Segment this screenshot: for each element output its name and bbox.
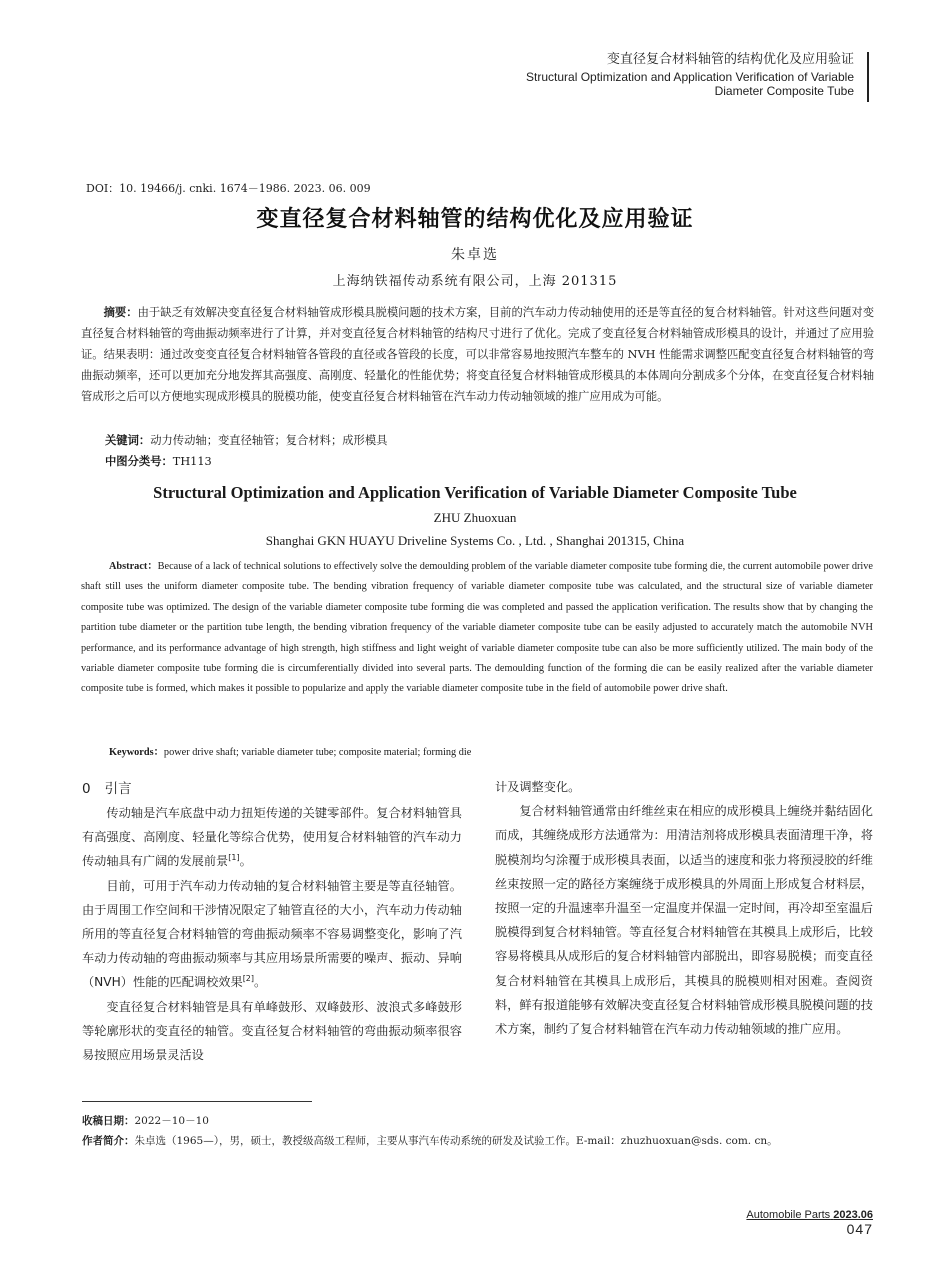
paper-title-en: Structural Optimization and Application Verification of Variable Diameter Composite Tube	[153, 483, 797, 502]
abstract-zh-label: 摘要：	[103, 306, 138, 319]
author-bio-text: 朱卓选（1965—），男，硕士，教授级高级工程师，主要从事汽车传动系统的研发及试验工作。E-mail：zhuzhuoxuan@sds. com. cn。	[134, 1135, 778, 1147]
running-header-bar	[867, 52, 869, 102]
paragraph-3-continued: 计及调整变化。	[495, 780, 581, 794]
classification-zh-text: TH113	[172, 455, 212, 468]
running-header	[526, 50, 854, 98]
affiliation-zh: 上海纳铁福传动系统有限公司，上海 201315	[332, 274, 618, 289]
keywords-en	[109, 743, 471, 758]
footer-journal	[746, 1209, 873, 1221]
paragraph-4: 复合材料轴管通常由纤维丝束在相应的成形模具上缠绕并黏结固化而成，其缠绕成形方法通常为：用清洁剂将成形模具表面清理干净，将脱模剂均匀涂覆于成形模具表面，以适当的速度和张力将预浸胶的纤维丝束按照一定的路径方案缠绕于成形模具的外周面上形成复合材料层，按照一定的升温速率升温至一定温度并保温一定时间，再冷却至室温后脱模得到复合材料轴管。等直径复合材料轴管在其模具上成形后，比较容易将模具从成形后的复合材料轴管内部脱出，即容易脱模；而变直径复合材料轴管在其模具上成形后，其模具的脱模则相对困难。查阅资料，鲜有报道能够有效解决变直径复合材料轴管成形模具脱模问题的技术方案，制约了复合材料轴管在汽车动力传动轴领域的推广应用。	[495, 804, 873, 1037]
classification-zh-label: 中图分类号：	[105, 455, 173, 468]
abstract-en	[81, 557, 873, 700]
footnote-divider	[82, 1101, 312, 1102]
keywords-en-label: Keywords：	[109, 747, 164, 758]
doi: DOI：10. 19466/j. cnki. 1674－1986. 2023. 06. 009	[86, 182, 371, 195]
paragraph-1-text: 传动轴是汽车底盘中动力扭矩传递的关键零部件。复合材料轴管具有高强度、高刚度、轻量化等综合优势，使用复合材料轴管的汽车动力传动轴具有广阔的发展前景	[82, 806, 462, 869]
page-number: 047	[846, 1221, 873, 1237]
body-column-left	[82, 777, 462, 1067]
received-date: 2022－10－10	[134, 1115, 209, 1127]
page-footer	[746, 1209, 873, 1237]
keywords-zh-text: 动力传动轴；变直径轴管；复合材料；成形模具	[150, 434, 388, 447]
paragraph-2-text: 目前，可用于汽车动力传动轴的复合材料轴管主要是等直径轴管。由于周围工作空间和干涉情况限定了轴管直径的大小，汽车动力传动轴所用的等直径复合材料轴管的弯曲振动频率不容易调整变化，影响了汽车动力传动轴的弯曲振动频率与其应用场景所需要的噪声、振动、异响（NVH）性能的匹配调校效果	[82, 878, 462, 990]
section-title: 引言	[104, 781, 132, 797]
footnote-author	[82, 1131, 874, 1152]
author-en: ZHU Zhuoxuan	[433, 510, 517, 525]
body-column-right	[495, 775, 873, 1041]
abstract-zh-text: 由于缺乏有效解决变直径复合材料轴管成形模具脱模问题的技术方案，目前的汽车动力传动轴使用的还是等直径的复合材料轴管。针对这些问题对变直径复合材料轴管的弯曲振动频率进行了计算，并对变直径复合材料轴管的结构尺寸进行了优化。完成了变直径复合材料轴管成形模具的设计，并通过了应用验证。结果表明：通过改变变直径复合材料轴管各管段的直径或各管段的长度，可以非常容易地按照汽车整车的 NVH 性能需求调整匹配变直径复合材料轴管的弯曲振动频率，还可以更加充分地发挥其高强度、高刚度、轻量化的性能优势；将变直径复合材料轴管成形模具的本体周向分割成多个分体，在变直径复合材料轴管成形之后可以方便地实现成形模具的脱模功能，使变直径复合材料轴管在汽车动力传动轴领域的推广应用成为可能。	[81, 306, 874, 403]
author-zh: 朱卓选	[451, 247, 499, 263]
paragraph-1	[82, 801, 462, 874]
abstract-en-label: Abstract：	[109, 561, 158, 572]
section-number: 0	[82, 781, 91, 797]
keywords-en-text: power drive shaft; variable diameter tube; composite material; forming die	[163, 747, 472, 758]
paragraph-2	[82, 874, 462, 995]
citation-1: [1]	[228, 853, 240, 863]
running-header-title-en-line2: Diameter Composite Tube	[714, 84, 854, 98]
paragraph-3	[82, 995, 462, 1068]
paragraph-3-text: 变直径复合材料轴管是具有单峰鼓形、双峰鼓形、波浪式多峰鼓形等轮廓形状的变直径的轴管。变直径复合材料轴管的弯曲振动频率很容易按照应用场景灵活设	[82, 999, 462, 1063]
footnote-received	[82, 1111, 874, 1132]
received-label: 收稿日期：	[82, 1115, 135, 1127]
classification-zh	[105, 452, 212, 472]
citation-2: [2]	[242, 974, 255, 984]
paragraph-2-end: 。	[254, 975, 267, 990]
section-heading	[82, 777, 462, 801]
keywords-zh-label: 关键词：	[105, 434, 151, 447]
abstract-en-text: Because of a lack of technical solutions to effectively solve the demoulding problem of the variable diameter composite tube forming die, the current automobile power drive shaft still uses the uniform diameter composite tube. The bending vibration frequency of variable diameter composite tube was calculated, and the structural size of variable diameter composite tube was optimized. The design of the variable diameter composite tube forming die was completed and passed the application verification. The results show that by changing the partition tube diameter or the partition tube length, the bending vibration frequency of the variable diameter composite tube can be easily adjusted to accurately match the automobile NVH performance, and its performance advantage of high strength, high stiffness and light weight of variable diameter composite tube can also be more sufficiently utilized. The main body of the variable diameter composite tube forming die is circumferentially divided into several parts. The demoulding function of the forming die can be easily realized after the variable diameter composite tube is formed, which makes it possible to popularize and apply the variable diameter composite tube in the field of automobile power drive shaft.	[81, 561, 873, 695]
keywords-zh	[105, 431, 387, 451]
running-header-title-zh: 变直径复合材料轴管的结构优化及应用验证	[606, 52, 854, 67]
journal-name: Automobile Parts	[746, 1209, 831, 1221]
author-bio-label: 作者简介：	[82, 1135, 135, 1147]
paragraph-1-end: 。	[239, 854, 252, 869]
journal-issue: 2023.06	[833, 1209, 873, 1221]
abstract-zh	[81, 302, 874, 407]
running-header-title-en-line1: Structural Optimization and Application Verification of Variable	[526, 70, 854, 84]
paper-title-zh: 变直径复合材料轴管的结构优化及应用验证	[256, 206, 694, 232]
affiliation-en: Shanghai GKN HUAYU Driveline Systems Co. , Ltd. , Shanghai 201315, China	[265, 533, 685, 548]
